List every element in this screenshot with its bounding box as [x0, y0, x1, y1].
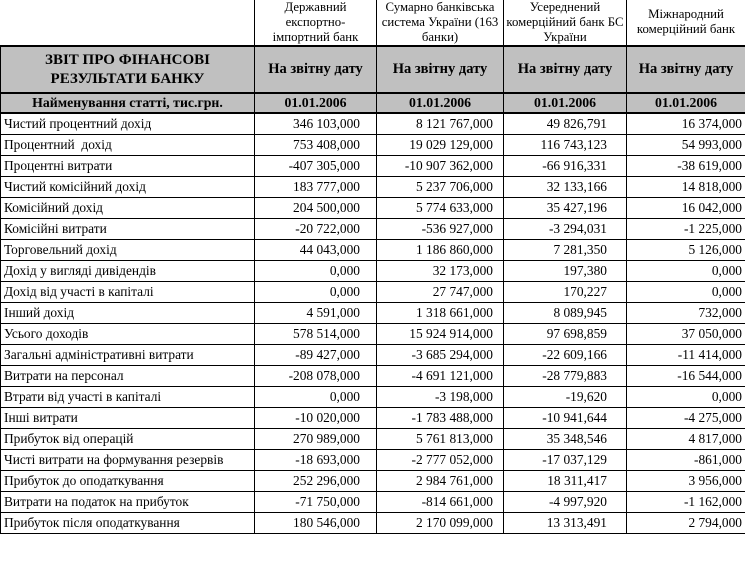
value-cell: 180 546,000 [255, 513, 377, 534]
value-cell: 197,380 [504, 261, 627, 282]
value-cell: 204 500,000 [255, 198, 377, 219]
value-cell: -16 544,000 [627, 366, 745, 387]
value-cell: 753 408,000 [255, 135, 377, 156]
table-row [1, 282, 745, 303]
value-cell: -3 198,000 [377, 387, 504, 408]
row-label: Процентний дохід [1, 135, 255, 156]
value-cell: 2 794,000 [627, 513, 745, 534]
value-cell: 5 761 813,000 [377, 429, 504, 450]
table-row [1, 177, 745, 198]
value-cell: -28 779,883 [504, 366, 627, 387]
row-label: Чистий процентний дохід [1, 113, 255, 135]
value-cell: -208 078,000 [255, 366, 377, 387]
value-cell: -4 275,000 [627, 408, 745, 429]
row-label: Втрати від участі в капіталі [1, 387, 255, 408]
column-header-state-eximbank: Державний експортно-імпортний банк [255, 0, 377, 46]
table-row [1, 387, 745, 408]
value-cell: -536 927,000 [377, 219, 504, 240]
column-header-banking-system-total: Сумарно банківська система України (163 банки) [377, 0, 504, 46]
value-cell: 8 121 767,000 [377, 113, 504, 135]
value-cell: 2 984 761,000 [377, 471, 504, 492]
value-cell: -2 777 052,000 [377, 450, 504, 471]
value-cell: -19,620 [504, 387, 627, 408]
value-cell: -407 305,000 [255, 156, 377, 177]
value-cell: 27 747,000 [377, 282, 504, 303]
value-cell: 44 043,000 [255, 240, 377, 261]
value-cell: -66 916,331 [504, 156, 627, 177]
row-label-header: Найменування статті, тис.грн. [1, 93, 255, 113]
value-cell: -38 619,000 [627, 156, 745, 177]
value-cell: 578 514,000 [255, 324, 377, 345]
value-cell: 35 427,196 [504, 198, 627, 219]
value-cell: 32 133,166 [504, 177, 627, 198]
table-row [1, 345, 745, 366]
value-cell: 116 743,123 [504, 135, 627, 156]
row-label: Торговельний дохід [1, 240, 255, 261]
report-date: 01.01.2006 [504, 93, 627, 113]
report-title-row [1, 46, 745, 93]
value-cell: 37 050,000 [627, 324, 745, 345]
value-cell: 346 103,000 [255, 113, 377, 135]
table-body [1, 113, 745, 534]
period-label: На звітну дату [377, 46, 504, 93]
table-header [1, 0, 745, 113]
row-label: Чисті витрати на формування резервів [1, 450, 255, 471]
table-row [1, 471, 745, 492]
value-cell: 97 698,859 [504, 324, 627, 345]
value-cell: -4 997,920 [504, 492, 627, 513]
value-cell: -10 020,000 [255, 408, 377, 429]
value-cell: 252 296,000 [255, 471, 377, 492]
value-cell: 270 989,000 [255, 429, 377, 450]
value-cell: -10 907 362,000 [377, 156, 504, 177]
value-cell: 732,000 [627, 303, 745, 324]
value-cell: -17 037,129 [504, 450, 627, 471]
value-cell: 4 817,000 [627, 429, 745, 450]
value-cell: -71 750,000 [255, 492, 377, 513]
period-label: На звітну дату [255, 46, 377, 93]
table-row [1, 240, 745, 261]
value-cell: 49 826,791 [504, 113, 627, 135]
corner-cell [1, 0, 255, 46]
row-label: Дохід від участі в капіталі [1, 282, 255, 303]
value-cell: -3 294,031 [504, 219, 627, 240]
value-cell: 8 089,945 [504, 303, 627, 324]
value-cell: 170,227 [504, 282, 627, 303]
value-cell: 0,000 [255, 387, 377, 408]
row-label: Усього доходів [1, 324, 255, 345]
value-cell: -89 427,000 [255, 345, 377, 366]
table-row [1, 324, 745, 345]
value-cell: 0,000 [627, 387, 745, 408]
value-cell: -20 722,000 [255, 219, 377, 240]
table-row [1, 429, 745, 450]
value-cell: 4 591,000 [255, 303, 377, 324]
value-cell: -3 685 294,000 [377, 345, 504, 366]
value-cell: 7 281,350 [504, 240, 627, 261]
row-label: Прибуток до оподаткування [1, 471, 255, 492]
period-label: На звітну дату [627, 46, 745, 93]
date-row [1, 93, 745, 113]
row-label: Дохід у вигляді дивідендів [1, 261, 255, 282]
value-cell: 18 311,417 [504, 471, 627, 492]
report-date: 01.01.2006 [627, 93, 745, 113]
value-cell: 54 993,000 [627, 135, 745, 156]
value-cell: -18 693,000 [255, 450, 377, 471]
table-row [1, 408, 745, 429]
table-row [1, 261, 745, 282]
value-cell: 5 237 706,000 [377, 177, 504, 198]
table-row [1, 366, 745, 387]
value-cell: 16 042,000 [627, 198, 745, 219]
bank-names-row [1, 0, 745, 46]
table-row [1, 113, 745, 135]
value-cell: 0,000 [255, 261, 377, 282]
value-cell: 14 818,000 [627, 177, 745, 198]
value-cell: -22 609,166 [504, 345, 627, 366]
row-label: Комісійні витрати [1, 219, 255, 240]
value-cell: 0,000 [627, 282, 745, 303]
table-row [1, 219, 745, 240]
row-label: Чистий комісійний дохід [1, 177, 255, 198]
value-cell: 5 126,000 [627, 240, 745, 261]
table-row [1, 198, 745, 219]
value-cell: 2 170 099,000 [377, 513, 504, 534]
value-cell: 32 173,000 [377, 261, 504, 282]
report-title: ЗВІТ ПРО ФІНАНСОВІ РЕЗУЛЬТАТИ БАНКУ [1, 46, 255, 93]
value-cell: -10 941,644 [504, 408, 627, 429]
row-label: Загальні адміністративні витрати [1, 345, 255, 366]
table-row [1, 492, 745, 513]
row-label: Прибуток після оподаткування [1, 513, 255, 534]
value-cell: 1 318 661,000 [377, 303, 504, 324]
value-cell: 1 186 860,000 [377, 240, 504, 261]
row-label: Інші витрати [1, 408, 255, 429]
value-cell: 3 956,000 [627, 471, 745, 492]
row-label: Витрати на персонал [1, 366, 255, 387]
report-date: 01.01.2006 [255, 93, 377, 113]
table-row [1, 135, 745, 156]
table-row [1, 450, 745, 471]
value-cell: 16 374,000 [627, 113, 745, 135]
value-cell: -1 225,000 [627, 219, 745, 240]
table-row [1, 156, 745, 177]
value-cell: -1 783 488,000 [377, 408, 504, 429]
value-cell: 13 313,491 [504, 513, 627, 534]
row-label: Інший дохід [1, 303, 255, 324]
value-cell: 19 029 129,000 [377, 135, 504, 156]
value-cell: -861,000 [627, 450, 745, 471]
value-cell: 0,000 [627, 261, 745, 282]
period-label: На звітну дату [504, 46, 627, 93]
row-label: Витрати на податок на прибуток [1, 492, 255, 513]
value-cell: 0,000 [255, 282, 377, 303]
table-row [1, 513, 745, 534]
value-cell: -814 661,000 [377, 492, 504, 513]
table-row [1, 303, 745, 324]
value-cell: -11 414,000 [627, 345, 745, 366]
row-label: Комісійний дохід [1, 198, 255, 219]
value-cell: -1 162,000 [627, 492, 745, 513]
value-cell: 15 924 914,000 [377, 324, 504, 345]
value-cell: 5 774 633,000 [377, 198, 504, 219]
column-header-average-commercial-bank: Усереднений комерційний банк БС України [504, 0, 627, 46]
value-cell: 35 348,546 [504, 429, 627, 450]
row-label: Процентні витрати [1, 156, 255, 177]
value-cell: 183 777,000 [255, 177, 377, 198]
value-cell: -4 691 121,000 [377, 366, 504, 387]
column-header-international-commercial-bank: Міжнародний комерційний банк [627, 0, 745, 46]
row-label: Прибуток від операцій [1, 429, 255, 450]
report-date: 01.01.2006 [377, 93, 504, 113]
